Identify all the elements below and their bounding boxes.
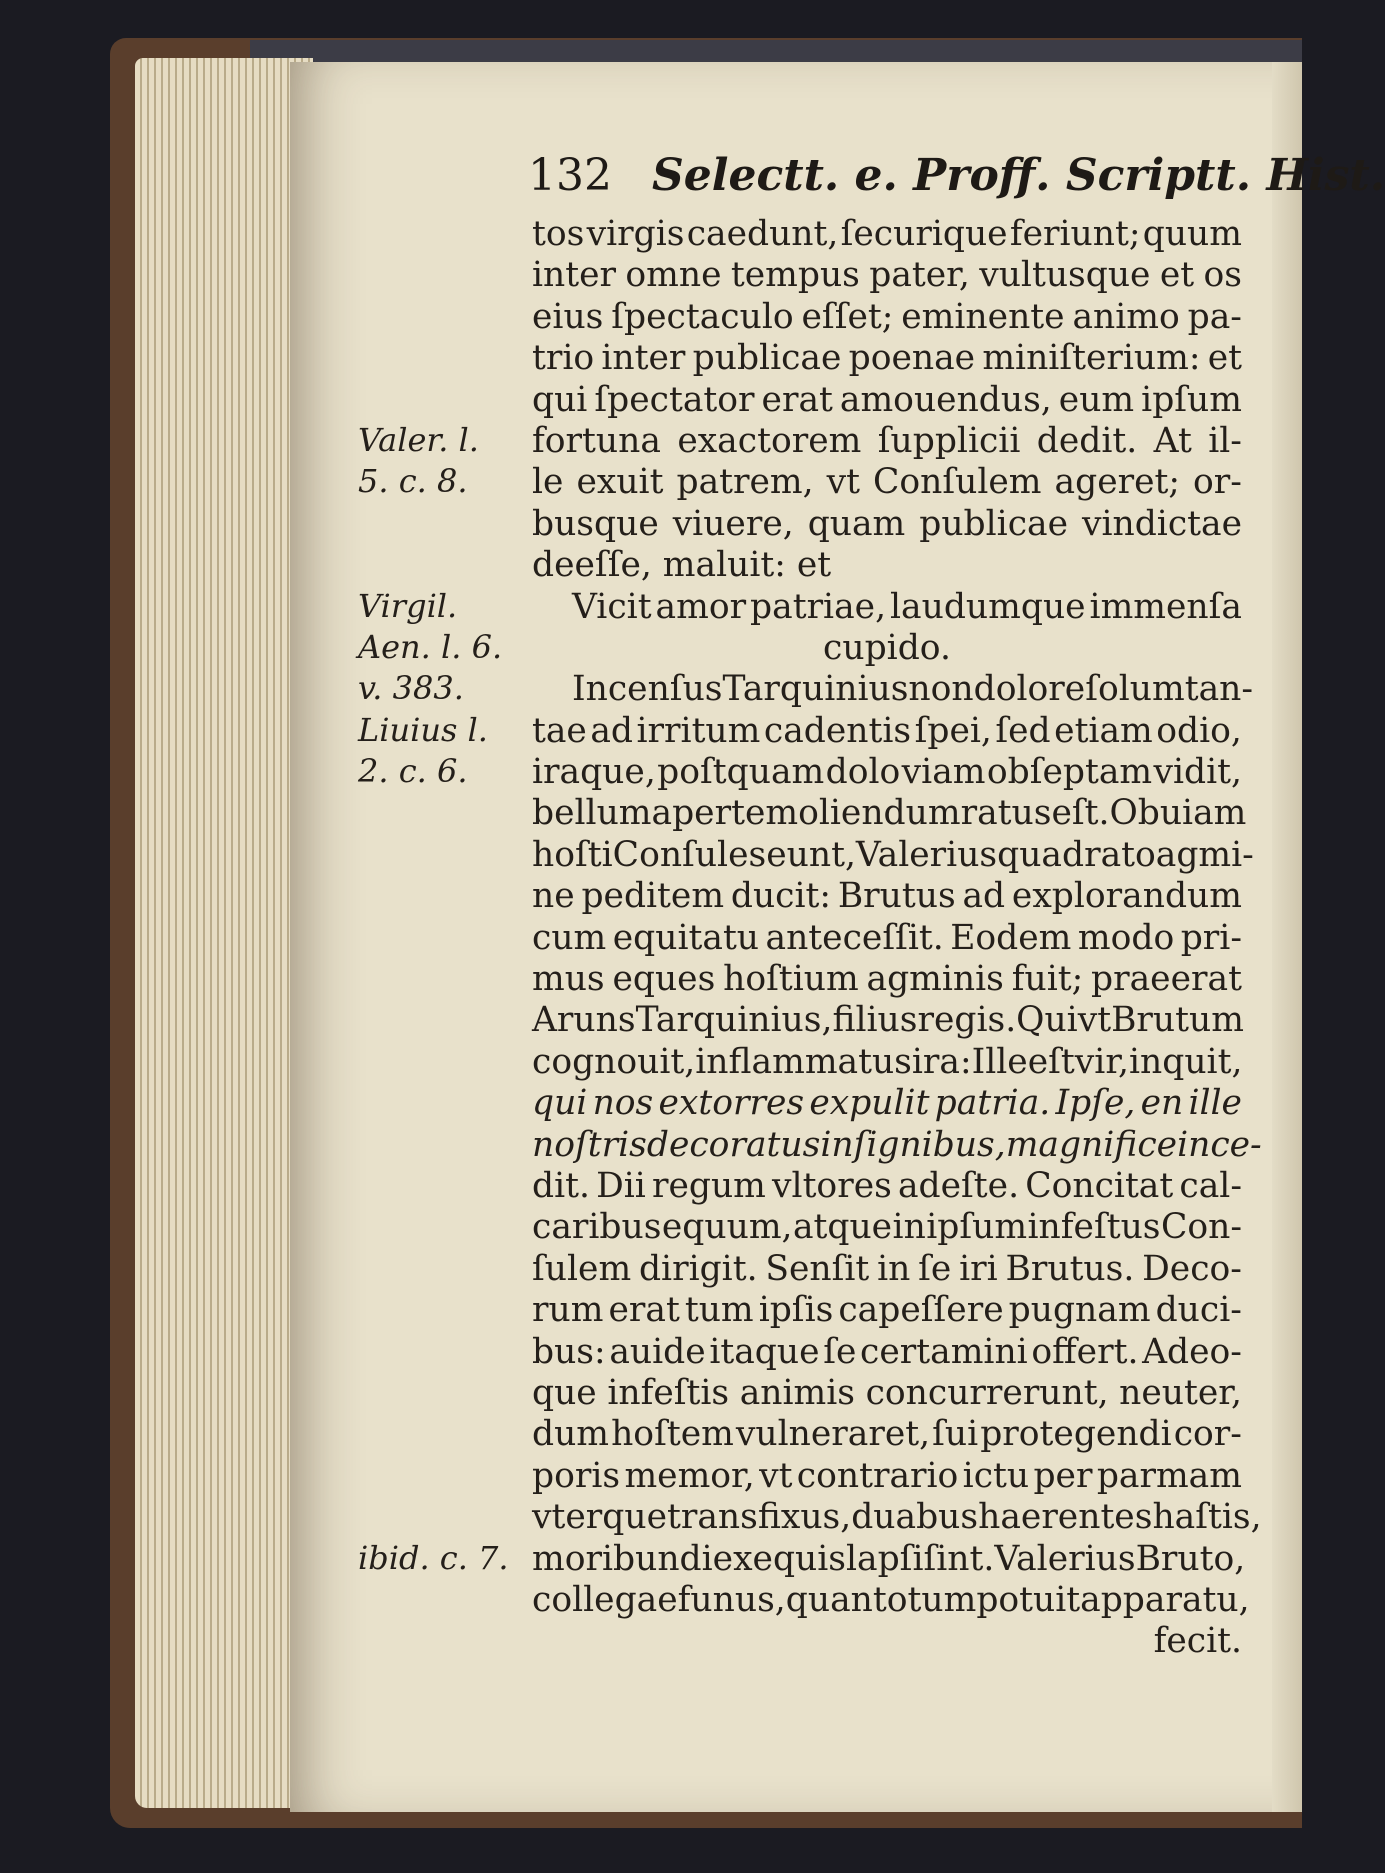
text-line: le exuit patrem, vt Conſulem ageret; or- [532, 462, 1242, 503]
text-line: vterque transfixus, duabus haerentes haſtis, [532, 1497, 1262, 1538]
text-line: iraque, poſtquam dolo viam obſeptam vidit, [532, 752, 1242, 793]
margin-note: Valer. l. [358, 421, 479, 459]
text-line: cupido. [823, 627, 951, 668]
text-line: Incenſus Tarquinius non dolore ſolum tan- [572, 669, 1254, 710]
text-line: que infeſtis animis concurrerunt, neuter, [532, 1372, 1242, 1413]
text-line: Aruns Tarquinius, filius regis. Qui vt Brutum [532, 1000, 1244, 1041]
running-title: Selectt. e. Proff. Scriptt. Hist. [651, 150, 1385, 201]
margin-note: ibid. c. 7. [358, 1538, 509, 1577]
text-line: trio inter publicae poenae miniſterium: et [532, 338, 1242, 379]
text-line: caribus equum, atque in ipſum infeſtus Con- [532, 1207, 1242, 1248]
margin-note: Virgil. [358, 586, 458, 625]
text-line: ne peditem ducit: Brutus ad explorandum [532, 876, 1242, 917]
text-line: ſulem dirigit. Senſit in ſe iri Brutus. Deco- [532, 1248, 1242, 1289]
text-line: qui nos extorres expulit patria. Ipſe, en ille [532, 1083, 1242, 1124]
text-line: fecit. [1153, 1621, 1242, 1662]
text-line: Vicit amor patriae, laudumque immenſa [572, 586, 1242, 627]
text-line: cum equitatu anteceſſit. Eodem modo pri- [532, 917, 1242, 958]
page-right-edge [1272, 62, 1302, 1812]
text-line: deeſſe, maluit: et [532, 545, 832, 586]
text-line: collegae funus, quanto tum potuit apparatu, [532, 1579, 1250, 1620]
text-line: bus: auide itaque ſe certamini offert. Adeo- [532, 1331, 1242, 1372]
text-line: dum hoſtem vulneraret, ſui protegendi cor- [532, 1414, 1242, 1455]
text-line: cognouit, inflammatus ira: Ille eſt vir, inquit, [532, 1041, 1243, 1082]
text-line: moribundi ex equis lapſi ſint. Valerius Bruto, [532, 1538, 1246, 1579]
text-line: eius ſpectaculo eſſet; eminente animo pa- [532, 296, 1242, 337]
margin-note: 5. c. 8. [358, 462, 468, 501]
running-header [528, 150, 1385, 201]
text-line: bellum aperte moliendum ratus eſt. Obuiam [532, 793, 1247, 834]
text-line: noſtris decoratus inſignibus, magnifice ince- [532, 1124, 1262, 1165]
text-line: busque viuere, quam publicae vindictae [532, 503, 1242, 544]
body-text [532, 214, 1262, 1663]
text-line: tos virgis caedunt, ſecurique feriunt; quum [532, 214, 1242, 254]
page-number: 132 [528, 150, 612, 201]
text-line: mus eques hoſtium agminis fuit; praeerat [532, 959, 1242, 1000]
text-line: hoſti Conſules eunt, Valerius quadrato agmi- [532, 834, 1254, 875]
text-line: tae ad irritum cadentis ſpei, ſed etiam odio, [532, 710, 1242, 751]
text-line: qui ſpectator erat amouendus, eum ipſum [532, 379, 1242, 420]
margin-note: 2. c. 6. [358, 752, 468, 791]
text-line: dit. Dii regum vltores adeſte. Concitat cal- [532, 1165, 1242, 1206]
margin-note: v. 383. [358, 669, 464, 708]
text-line: poris memor, vt contrario ictu per parmam [532, 1455, 1242, 1496]
margin-note: Aen. l. 6. [358, 628, 503, 666]
page-stack [135, 58, 313, 1808]
text-line: rum erat tum ipſis capeſſere pugnam duci- [532, 1290, 1242, 1331]
text-line: fortuna exactorem ſupplicii dedit. At il- [532, 420, 1242, 461]
margin-note: Liuius l. [358, 710, 488, 749]
text-line: inter omne tempus pater, vultusque et os [532, 255, 1242, 296]
